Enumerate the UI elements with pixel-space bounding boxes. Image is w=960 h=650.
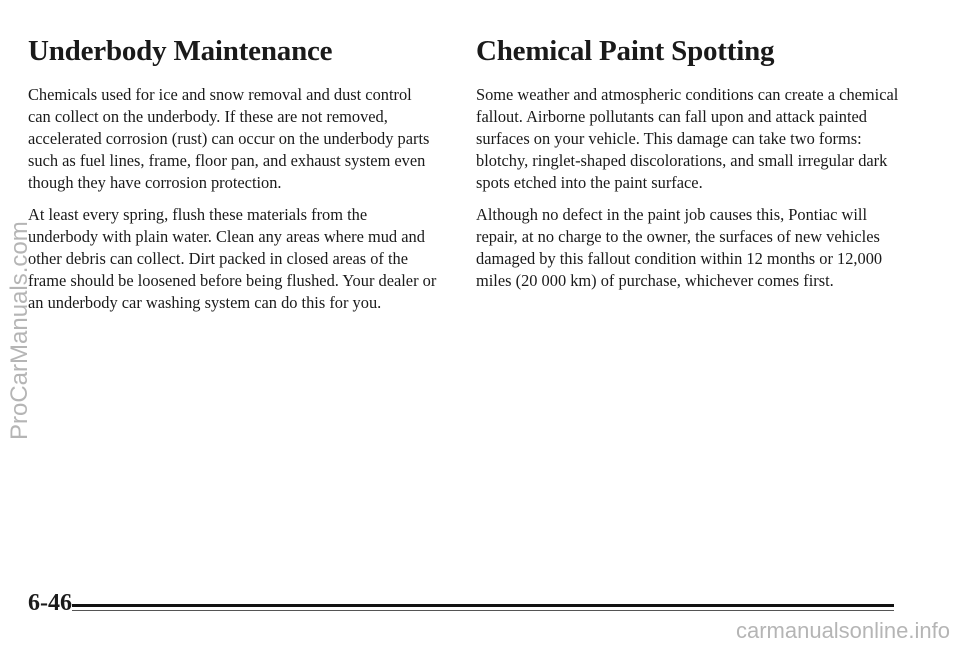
side-watermark: ProCarManuals.com [6, 221, 33, 440]
paint-spotting-paragraph-1: Some weather and atmospheric conditions can create a chemical fallout. Airborne pollutants can fall upon and attack painted surfaces on your vehicle. This damage can take two forms: blotchy, ringlet-shaped discolorations, and small irregular dark spots etched into the paint surface. [476, 85, 899, 192]
chemical-paint-spotting-heading: Chemical Paint Spotting [476, 35, 775, 67]
bottom-watermark: carmanualsonline.info [735, 618, 950, 643]
footer-rule-thin [72, 610, 894, 611]
underbody-maintenance-heading: Underbody Maintenance [28, 35, 333, 67]
left-column [28, 32, 438, 324]
underbody-paragraph-1: Chemicals used for ice and snow removal and dust control can collect on the underbody. If these are not removed, accelerated corrosion (rust) can occur on the underbody parts such as fuel lines, frame, floor pan, and exhaust system even though they have corrosion protection. [28, 85, 430, 192]
page-number: 6-46 [28, 590, 72, 616]
underbody-paragraph-2: At least every spring, flush these materials from the underbody with plain water. Clean any areas where mud and other debris can collect. Dirt packed in closed areas of the frame should be loosened before being flushed. Your dealer or an underbody car washing system can do this for you. [28, 205, 437, 312]
footer-rule [72, 604, 894, 607]
paint-spotting-paragraph-2: Although no defect in the paint job causes this, Pontiac will repair, at no charge to the owner, the surfaces of new vehicles damaged by this fallout condition within 12 months or 12,000 miles (20 000 km) of purchase, whichever comes first. [476, 205, 883, 290]
right-column [476, 32, 906, 302]
